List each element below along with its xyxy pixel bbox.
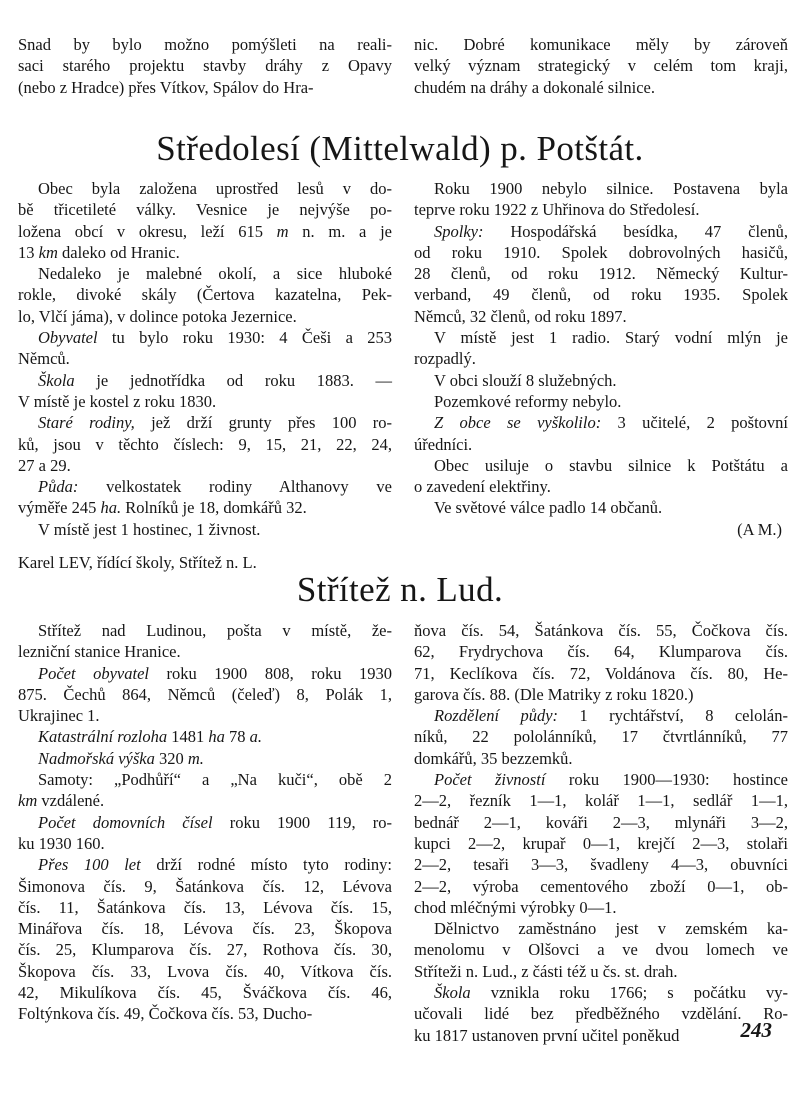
text-line: 875. Čechů 864, Němců (čeleď) 8, Polák 1, [18,684,392,704]
text-line: rozpadlý. [414,349,476,369]
text-line: Roku 1900 nebylo silnice. Postavena byla [434,179,788,198]
text-line: V místě jest 1 hostinec, 1 živnost. [38,519,261,539]
text-line: Počet živností roku 1900—1930: hostince [434,770,788,790]
text-line: Obec byla založena uprostřed lesů v do- [38,179,392,198]
text-line: Nadmořská výška 320 m. [38,748,204,768]
text-line: Katastrální rozloha 1481 ha 78 a. [38,727,262,747]
text-line: Z obce se vyškolilo: 3 učitelé, 2 poštovní [434,413,788,433]
text-line: nic. Dobré komunikace měly by zároveň [414,35,788,54]
text-line: od roku 1910. Spolek dobrovolných hasičů, [414,242,788,262]
text-line: V obci slouží 8 služebných. [434,370,617,390]
text-line: (A M.) [737,519,782,539]
text-line: bednář 2—1, kováři 2—3, mlynáři 3—2, [414,812,788,832]
text-line: 71, Keclíkova čís. 72, Voldánova čís. 80, He- [414,663,788,683]
text-line: ku 1930 160. [18,833,105,853]
text-line: kupci 2—2, krupař 0—1, krejčí 2—3, stolaři [414,833,788,853]
text-line: ků, jsou v těchto číslech: 9, 15, 21, 22, 24, [18,434,392,454]
text-line: 2—2, výroba cementového zboží 0—1, ob- [414,876,788,896]
text-line: Foltýnkova čís. 49, Čočkova čís. 53, Ducho- [18,1004,313,1024]
text-line: Šimonova čís. 9, Šatánkova čís. 12, Lévova [18,876,392,896]
text-line: Němců. [18,349,70,369]
text-line: ňova čís. 54, Šatánkova čís. 55, Čočkova čís. [414,621,788,640]
intro-left-column [18,34,392,98]
stredolesi-right-column [414,178,788,540]
text-line: Spolky: Hospodářská besídka, 47 členů, [434,221,788,241]
text-line: menolomu v Olšovci a ve dvou lomech ve [414,940,788,960]
text-line: Přes 100 let drží rodné místo tyto rodiny: [38,855,392,875]
text-line: úředníci. [414,434,473,454]
section-heading-stredolesi: Středolesí (Mittelwald) p. Potštát. [156,129,644,168]
text-line: 13 km daleko od Hranic. [18,242,180,262]
page-number: 243 [740,1018,772,1042]
text-line: ložena obcí v okresu, leží 615 m n. m. a je [18,221,392,241]
text-line: níků, 22 pololánníků, 17 čtvrtlánníků, 77 [414,727,788,747]
text-line: lo, Vlčí jáma), v dolince potoka Jezernice. [18,306,297,326]
stritez-left-column [18,620,392,1025]
text-line: Minářova čís. 18, Lévova čís. 23, Škopova [18,919,392,939]
text-line: Stříteži n. Lud., z části též u čs. st. drah. [414,961,678,981]
text-line: čís. 25, Klumparova čís. 27, Rothova čís. 30, [18,940,392,960]
intro-right-column [414,34,788,98]
text-line: (nebo z Hradce) přes Vítkov, Spálov do Hra- [18,77,314,97]
text-line: bě třicetileté války. Vesnice je nejvýše po- [18,200,392,220]
text-line: Škola je jednotřídka od roku 1883. — [38,370,392,390]
text-line: rokle, divoké skály (Čertova kazatelna, Pek- [18,285,392,305]
text-line: Škopova čís. 33, Lvova čís. 40, Vítkova čís. [18,961,392,981]
text-line: Němců, 32 členů, od roku 1897. [414,306,627,326]
text-line: Ve světové válce padlo 14 občanů. [434,498,663,518]
text-line: Škola vznikla roku 1766; s počátku vy- [434,983,788,1003]
section-heading-stritez: Střítež n. Lud. [296,570,504,609]
text-line: domkářů, 35 bezzemků. [414,748,573,768]
stredolesi-left-column [18,178,392,540]
text-line: Snad by bylo možno pomýšleti na reali- [18,35,392,54]
text-line: 2—2, řezník 1—1, kolář 1—1, sedlář 1—1, [414,791,788,811]
text-line: Staré rodiny, jež drží grunty přes 100 ro- [38,413,392,433]
text-line: Obyvatel tu bylo roku 1930: 4 Češi a 253 [38,328,392,348]
author-byline: Karel LEV, řídící školy, Střítež n. L. [18,553,257,572]
text-line: 62, Frydrychova čís. 64, Klumparova čís. [414,642,788,662]
text-line: Obec usiluje o stavbu silnice k Potštátu a [434,455,788,475]
text-line: čís. 11, Šatánkova čís. 13, Lévova čís. 15, [18,897,392,917]
text-line: 28 členů, od roku 1912. Německý Kultur- [414,264,788,284]
text-line: saci starého projektu stavby dráhy z Opavy [18,56,392,76]
text-line: Pozemkové reformy nebylo. [434,391,622,411]
text-line: Dělnictvo zaměstnáno jest v zemském ka- [434,919,788,939]
text-line: Nedaleko je malebné okolí, a sice hluboké [38,264,392,284]
text-line: Rozdělení půdy: 1 rychtářství, 8 celolán- [434,706,788,726]
text-line: lezniční stanice Hranice. [18,642,181,662]
text-line: velký význam strategický v celém tom kraji, [414,56,788,76]
text-line: o zavedení elektřiny. [414,477,551,497]
text-line: Počet domovních čísel roku 1900 119, ro- [38,812,392,832]
text-line: V místě jest 1 radio. Starý vodní mlýn je [434,328,788,348]
text-line: garova čís. 88. (Dle Matriky z roku 1820.) [414,684,694,704]
text-line: 42, Mikulíkova čís. 45, Šváčkova čís. 46, [18,983,392,1003]
text-line: ku 1817 ustanoven první učitel poněkud [414,1025,680,1045]
text-line: Počet obyvatel roku 1900 808, roku 1930 [38,663,392,683]
text-line: km vzdálené. [18,791,105,811]
text-line: Střítež nad Ludinou, pošta v místě, že- [38,621,392,640]
text-line: Půda: velkostatek rodiny Althanovy ve [38,477,392,497]
text-line: Samoty: „Podhůří“ a „Na kuči“, obě 2 [38,770,392,790]
text-line: teprve roku 1922 z Uhřinova do Středolesí. [414,200,700,220]
text-line: 27 a 29. [18,455,71,475]
text-line: verband, 49 členů, od roku 1935. Spolek [414,285,788,305]
text-line: 2—2, tesaři 3—3, švadleny 4—3, obuvníci [414,855,788,875]
text-line: Ukrajinec 1. [18,706,100,726]
stritez-right-column [414,620,788,1046]
text-line: výměře 245 ha. Rolníků je 18, domkářů 32. [18,498,307,518]
text-line: učovali lidé bez předběžného vzdělání. Ro- [414,1004,788,1024]
text-line: chudém na dráhy a dokonalé silnice. [414,77,655,97]
text-line: chod mléčnými výrobky 0—1. [414,897,617,917]
text-line: V místě je kostel z roku 1830. [18,391,217,411]
